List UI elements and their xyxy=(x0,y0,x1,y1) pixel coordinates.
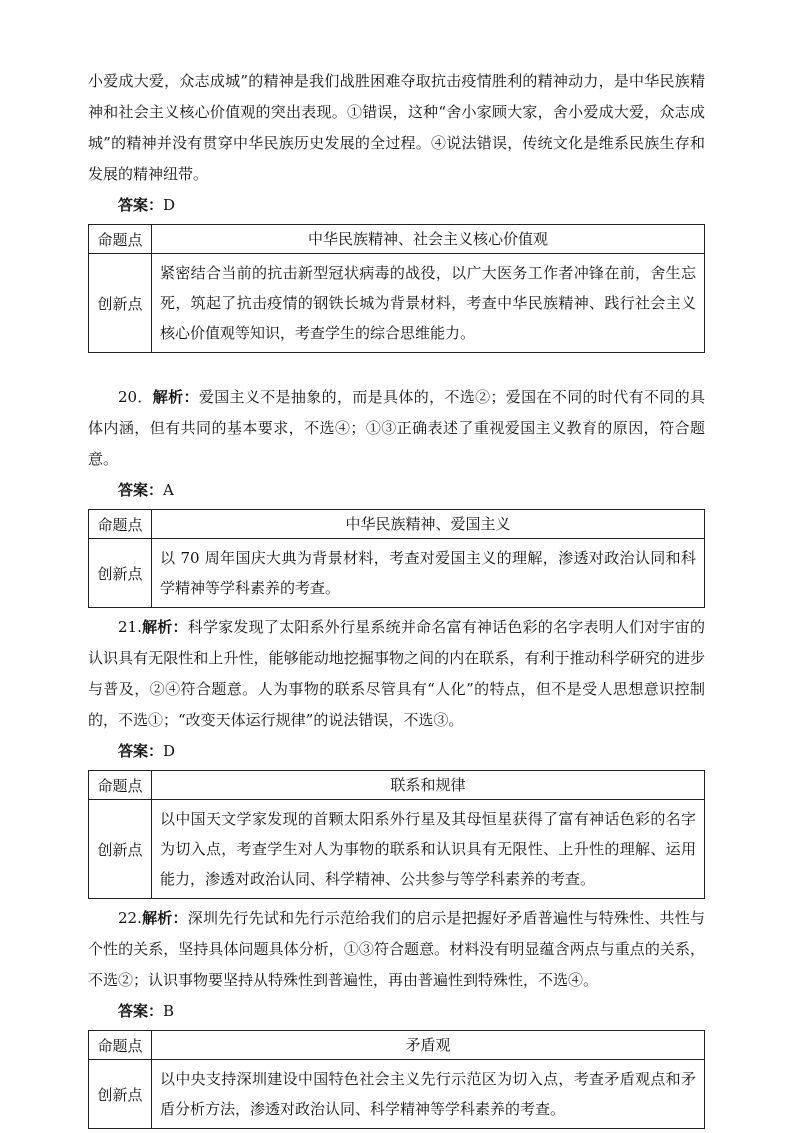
q20-number: 20． xyxy=(118,388,153,406)
intro-paragraph: 小爱成大爱，众志成城”的精神是我们战胜困难夺取抗击疫情胜利的精神动力，是中华民族精神和社会主义核心价值观的突出表现。①错误，这种“舍小家顾大家，舍小爱成大爱，众志成城”的精神并没有贯穿中华民族历史发展的全过程。④说法错误，传统文化是维系民族生存和发展的精神纽带。 xyxy=(88,72,705,183)
intro-info-table xyxy=(88,224,705,353)
answer-label: 答案： xyxy=(118,196,164,214)
answer-value: D xyxy=(163,742,176,760)
q20-paragraph xyxy=(88,382,705,475)
answer-label: 答案： xyxy=(118,742,164,760)
q21-label: 解析： xyxy=(141,618,188,636)
proposition-value: 联系和规律 xyxy=(152,771,705,800)
answer-value: B xyxy=(163,1002,175,1020)
innovation-label: 创新点 xyxy=(89,539,152,608)
answer-label: 答案： xyxy=(118,1002,164,1020)
proposition-value: 中华民族精神、爱国主义 xyxy=(152,510,705,539)
q22-info-table xyxy=(88,1030,705,1129)
proposition-value: 矛盾观 xyxy=(152,1031,705,1060)
q22-number: 22. xyxy=(118,909,142,927)
document-page xyxy=(88,66,705,1133)
answer-label: 答案： xyxy=(118,481,164,499)
innovation-label: 创新点 xyxy=(89,800,152,899)
q20-answer xyxy=(88,475,705,506)
q21-info-table xyxy=(88,770,705,899)
proposition-label: 命题点 xyxy=(89,225,152,254)
innovation-value: 以中央支持深圳建设中国特色社会主义先行示范区为切入点，考查矛盾观点和矛盾分析方法，渗透对政治认同、科学精神等学科素养的考查。 xyxy=(152,1060,705,1129)
q21-paragraph xyxy=(88,612,705,736)
innovation-value: 紧密结合当前的抗击新型冠状病毒的战役，以广大医务工作者冲锋在前，舍生忘死，筑起了抗击疫情的钢铁长城为背景材料，考查中华民族精神、践行社会主义核心价值观等知识，考查学生的综合思维能力。 xyxy=(152,254,705,353)
intro-answer xyxy=(88,190,705,221)
proposition-value: 中华民族精神、社会主义核心价值观 xyxy=(152,225,705,254)
q21-answer xyxy=(88,736,705,767)
q22-answer xyxy=(88,996,705,1027)
proposition-label: 命题点 xyxy=(89,1031,152,1060)
answer-value: D xyxy=(163,196,176,214)
proposition-label: 命题点 xyxy=(89,510,152,539)
innovation-label: 创新点 xyxy=(89,1060,152,1129)
q20-text: 爱国主义不是抽象的，而是具体的，不选②；爱国在不同的时代有不同的具体内涵，但有共同的基本要求，不选④；①③正确表述了重视爱国主义教育的原因，符合题意。 xyxy=(88,388,705,468)
innovation-value: 以 70 周年国庆大典为背景材料，考查对爱国主义的理解，渗透对政治认同和科学精神等学科素养的考查。 xyxy=(152,539,705,608)
innovation-value: 以中国天文学家发现的首颗太阳系外行星及其母恒星获得了富有神话色彩的名字为切入点，考查学生对人为事物的联系和认识具有无限性、上升性的理解、运用能力，渗透对政治认同、科学精神、公共参与等学科素养的考查。 xyxy=(152,800,705,899)
q22-paragraph xyxy=(88,903,705,996)
innovation-label: 创新点 xyxy=(89,254,152,353)
q20-label: 解析： xyxy=(152,388,199,406)
q22-label: 解析： xyxy=(141,909,188,927)
proposition-label: 命题点 xyxy=(89,771,152,800)
q20-info-table xyxy=(88,509,705,608)
answer-value: A xyxy=(163,481,174,499)
q21-number: 21. xyxy=(118,618,142,636)
q22-text: 深圳先行先试和先行示范给我们的启示是把握好矛盾普遍性与特殊性、共性与个性的关系，坚持具体问题具体分析，①③符合题意。材料没有明显蕴含两点与重点的关系，不选②；认识事物要坚持从特殊性到普遍性，再由普遍性到特殊性，不选④。 xyxy=(88,909,705,989)
q21-text: 科学家发现了太阳系外行星系统并命名富有神话色彩的名字表明人们对宇宙的认识具有无限性和上升性，能够能动地挖掘事物之间的内在联系，有利于推动科学研究的进步与普及，②④符合题意。人为事物的联系尽管具有“人化”的特点，但不是受人思想意识控制的，不选①；“改变天体运行规律”的说法错误，不选③。 xyxy=(88,618,705,729)
